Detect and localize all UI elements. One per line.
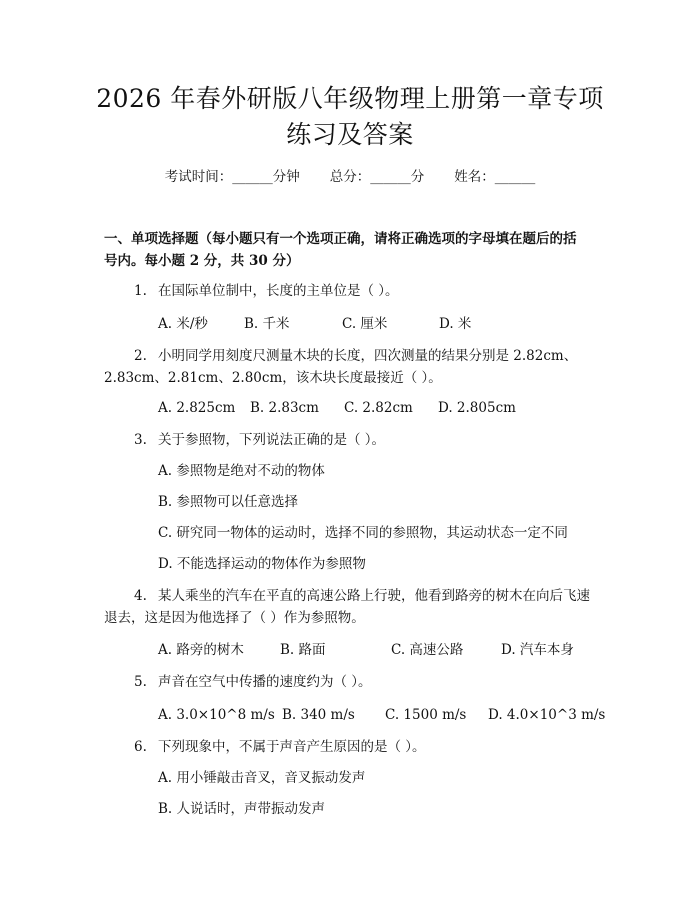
question-number: 3. — [134, 432, 147, 448]
option-b: B. 340 m/s — [282, 707, 355, 723]
option-c: C. 1500 m/s — [385, 707, 467, 723]
question-1 — [104, 280, 604, 302]
option-c: C. 2.82cm — [344, 400, 413, 416]
option-b: B. 千米 — [244, 316, 290, 332]
option-a: A. 2.825cm — [158, 400, 236, 416]
option-b: B. 路面 — [280, 642, 326, 658]
option-b: B. 2.83cm — [250, 400, 319, 416]
question-3-option-d: D. 不能选择运动的物体作为参照物 — [158, 556, 366, 572]
exam-score: 总分：______分 — [329, 169, 425, 185]
question-text: 小明同学用刻度尺测量木块的长度，四次测量的结果分别是 2.82cm、 — [158, 348, 578, 364]
option-d: D. 4.0×10^3 m/s — [488, 707, 606, 723]
question-text: 下列现象中，不属于声音产生原因的是（ ）。 — [158, 739, 426, 755]
question-3 — [104, 429, 604, 451]
question-3-option-a: A. 参照物是绝对不动的物体 — [158, 463, 325, 479]
question-6-option-a: A. 用小锤敲击音叉，音叉振动发声 — [158, 770, 366, 786]
option-c: C. 厘米 — [342, 316, 388, 332]
question-number: 4. — [134, 588, 147, 604]
page-title-line1: 2026 年春外研版八年级物理上册第一章专项 — [96, 84, 604, 113]
option-a: A. 路旁的树木 — [158, 642, 244, 658]
question-2 — [104, 345, 604, 367]
section-heading-line2: 号内。每小题 2 分，共 30 分） — [104, 253, 300, 269]
question-1-options — [158, 313, 471, 335]
question-2-options — [158, 397, 516, 419]
question-6-option-b: B. 人说话时，声带振动发声 — [158, 801, 326, 817]
option-c: C. 高速公路 — [391, 642, 464, 658]
question-3-option-b: B. 参照物可以任意选择 — [158, 494, 299, 510]
question-text: 某人乘坐的汽车在平直的高速公路上行驶，他看到路旁的树木在向后飞速 — [158, 588, 590, 604]
exam-meta — [0, 166, 700, 188]
section-heading-line1: 一、单项选择题（每小题只有一个选项正确，请将正确选项的字母填在题后的括 — [104, 231, 577, 247]
question-number: 6. — [134, 739, 147, 755]
question-4-line2: 退去，这是因为他选择了（ ）作为参照物。 — [104, 610, 365, 626]
option-d: D. 米 — [439, 316, 472, 332]
question-number: 2. — [134, 348, 147, 364]
question-text: 关于参照物，下列说法正确的是（ ）。 — [158, 432, 386, 448]
question-6 — [104, 736, 604, 758]
option-a: A. 米/秒 — [158, 316, 208, 332]
option-d: D. 2.805cm — [438, 400, 516, 416]
question-text: 声音在空气中传播的速度约为（ ）。 — [158, 674, 372, 690]
question-5-options — [158, 704, 605, 726]
question-number: 5. — [134, 674, 147, 690]
question-text: 在国际单位制中，长度的主单位是（ ）。 — [158, 283, 399, 299]
exam-name: 姓名：______ — [454, 169, 536, 185]
section-heading — [104, 228, 604, 272]
question-3-option-c: C. 研究同一物体的运动时，选择不同的参照物，其运动状态一定不同 — [158, 525, 568, 541]
question-2-line2: 2.83cm、2.81cm、2.80cm，该木块长度最接近（ ）。 — [104, 370, 442, 386]
question-5 — [104, 671, 604, 693]
question-4 — [104, 585, 604, 607]
question-number: 1. — [134, 283, 147, 299]
option-d: D. 汽车本身 — [501, 642, 574, 658]
question-4-options — [158, 639, 574, 661]
option-a: A. 3.0×10^8 m/s — [158, 707, 275, 723]
page-title-line2: 练习及答案 — [286, 120, 414, 149]
exam-time: 考试时间：______分钟 — [164, 169, 300, 185]
